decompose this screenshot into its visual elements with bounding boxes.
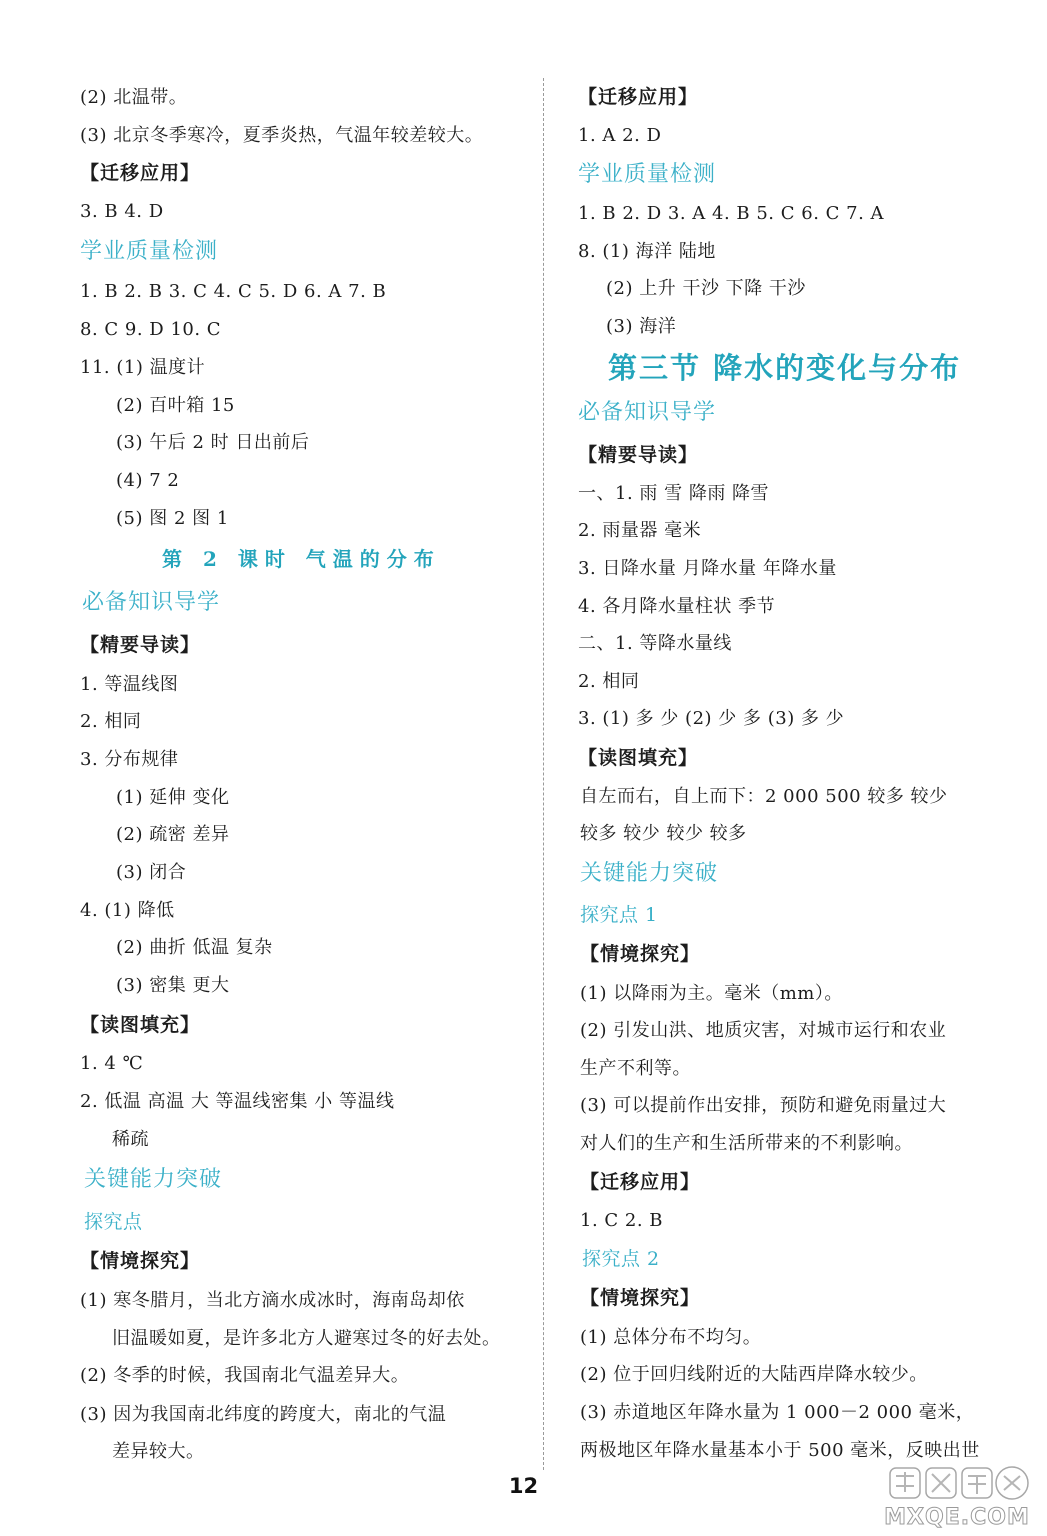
- map-fill-heading: 【读图填充】: [578, 747, 699, 769]
- answer-line: 3. 日降水量 月降水量 年降水量: [578, 558, 837, 579]
- answer-line: (2) 冬季的时候，我国南北气温差异大。: [80, 1365, 410, 1386]
- answer-line: (3) 闭合: [116, 862, 187, 883]
- answer-line: (2) 曲折 低温 复杂: [116, 937, 273, 958]
- answer-line: 4. (1) 降低: [80, 900, 175, 921]
- answer-line: (3) 北京冬季寒冷，夏季炎热，气温年较差较大。: [80, 125, 484, 146]
- answer-line: 2. 雨量器 毫米: [578, 520, 702, 541]
- answer-line: (3) 海洋: [606, 316, 677, 337]
- answer-line: (3) 密集 更大: [116, 975, 230, 996]
- quality-check-heading: 学业质量检测: [578, 162, 717, 187]
- answer-line: 8. (1) 海洋 陆地: [578, 241, 716, 262]
- migrate-heading: 【迁移应用】: [578, 86, 699, 108]
- answer-line: (3) 可以提前作出安排，预防和避免雨量过大: [580, 1095, 947, 1116]
- answer-line: 3. (1) 多 少 (2) 少 多 (3) 多 少: [578, 708, 845, 729]
- answer-line: (2) 上升 干沙 下降 干沙: [606, 278, 806, 299]
- answer-line: 二、1. 等降水量线: [578, 633, 732, 654]
- answer-line: 2. 相同: [80, 711, 142, 732]
- situation-heading: 【情境探究】: [580, 943, 701, 965]
- answer-line: (3) 午后 2 时 日出前后: [116, 432, 310, 453]
- answer-line: (4) 7 2: [116, 470, 180, 491]
- watermark-text: MXQE.COM: [884, 1505, 1030, 1530]
- answer-line: 4. 各月降水量柱状 季节: [578, 596, 776, 617]
- answer-line: (1) 寒冬腊月，当北方滴水成冰时，海南岛却依: [80, 1290, 465, 1311]
- page-number: 12: [508, 1474, 539, 1498]
- answer-line: 旧温暖如夏，是许多北方人避寒过冬的好去处。: [112, 1328, 501, 1349]
- answer-line: (3) 因为我国南北纬度的跨度大，南北的气温: [80, 1404, 447, 1425]
- explore-heading: 探究点: [84, 1211, 143, 1233]
- explore-heading: 探究点 2: [582, 1248, 660, 1270]
- watermark-logo-icon: [884, 1462, 1034, 1504]
- reading-heading: 【精要导读】: [80, 634, 201, 656]
- reading-heading: 【精要导读】: [578, 444, 699, 466]
- answer-line: (2) 引发山洪、地质灾害，对城市运行和农业: [580, 1020, 947, 1041]
- migrate-answers: 3. B 4. D: [80, 201, 164, 222]
- section-title: 第三节 降水的变化与分布: [608, 351, 962, 385]
- migrate-answers: 1. C 2. B: [580, 1210, 664, 1231]
- answer-line: (5) 图 2 图 1: [116, 508, 229, 529]
- explore-heading: 探究点 1: [580, 904, 658, 926]
- answer-line: 1. B 2. D 3. A 4. B 5. C 6. C 7. A: [578, 203, 885, 224]
- ability-heading: 关键能力突破: [84, 1167, 223, 1192]
- answer-line: 对人们的生产和生活所带来的不利影响。: [580, 1133, 913, 1154]
- answer-line: 稀疏: [112, 1129, 149, 1150]
- situation-heading: 【情境探究】: [580, 1287, 701, 1309]
- answer-line: 1. 等温线图: [80, 674, 179, 695]
- answer-line: (1) 以降雨为主。毫米（mm）。: [580, 983, 843, 1004]
- answer-line: 两极地区年降水量基本小于 500 毫米，反映出世: [580, 1440, 980, 1461]
- answer-line: (2) 位于回归线附近的大陆西岸降水较少。: [580, 1364, 928, 1385]
- answer-line: 3. 分布规律: [80, 749, 179, 770]
- answer-line: 生产不利等。: [580, 1058, 691, 1079]
- knowledge-heading: 必备知识导学: [82, 590, 221, 615]
- answer-line: (1) 延伸 变化: [116, 787, 230, 808]
- watermark: [872, 1462, 1042, 1532]
- knowledge-heading: 必备知识导学: [578, 400, 717, 425]
- quality-check-heading: 学业质量检测: [80, 239, 219, 264]
- lesson-title: 第 2 课时 气温的分布: [162, 547, 441, 571]
- answer-line: 差异较大。: [112, 1441, 205, 1462]
- map-fill-heading: 【读图填充】: [80, 1014, 201, 1036]
- answer-line: (2) 北温带。: [80, 87, 188, 108]
- migrate-heading: 【迁移应用】: [580, 1171, 701, 1193]
- migrate-answers: 1. A 2. D: [578, 125, 662, 146]
- answer-line: 1. 4 ℃: [80, 1053, 144, 1074]
- answer-line: 自左而右，自上而下：2 000 500 较多 较少: [580, 786, 948, 807]
- answer-line: 较多 较少 较少 较多: [580, 823, 747, 844]
- situation-heading: 【情境探究】: [80, 1250, 201, 1272]
- answer-line: (3) 赤道地区年降水量为 1 000－2 000 毫米，: [580, 1402, 975, 1423]
- answer-line: 2. 低温 高温 大 等温线密集 小 等温线: [80, 1091, 395, 1112]
- answer-line: (1) 总体分布不均匀。: [580, 1327, 762, 1348]
- migrate-heading: 【迁移应用】: [80, 162, 201, 184]
- answer-line: 2. 相同: [578, 671, 640, 692]
- answer-line: 1. B 2. B 3. C 4. C 5. D 6. A 7. B: [80, 281, 387, 302]
- answer-line: (2) 百叶箱 15: [116, 395, 235, 416]
- ability-heading: 关键能力突破: [580, 861, 719, 886]
- answer-line: 一、1. 雨 雪 降雨 降雪: [578, 483, 770, 504]
- answer-line: 11. (1) 温度计: [80, 357, 206, 378]
- answer-line: 8. C 9. D 10. C: [80, 319, 222, 340]
- column-divider: [543, 78, 545, 1470]
- answer-line: (2) 疏密 差异: [116, 824, 230, 845]
